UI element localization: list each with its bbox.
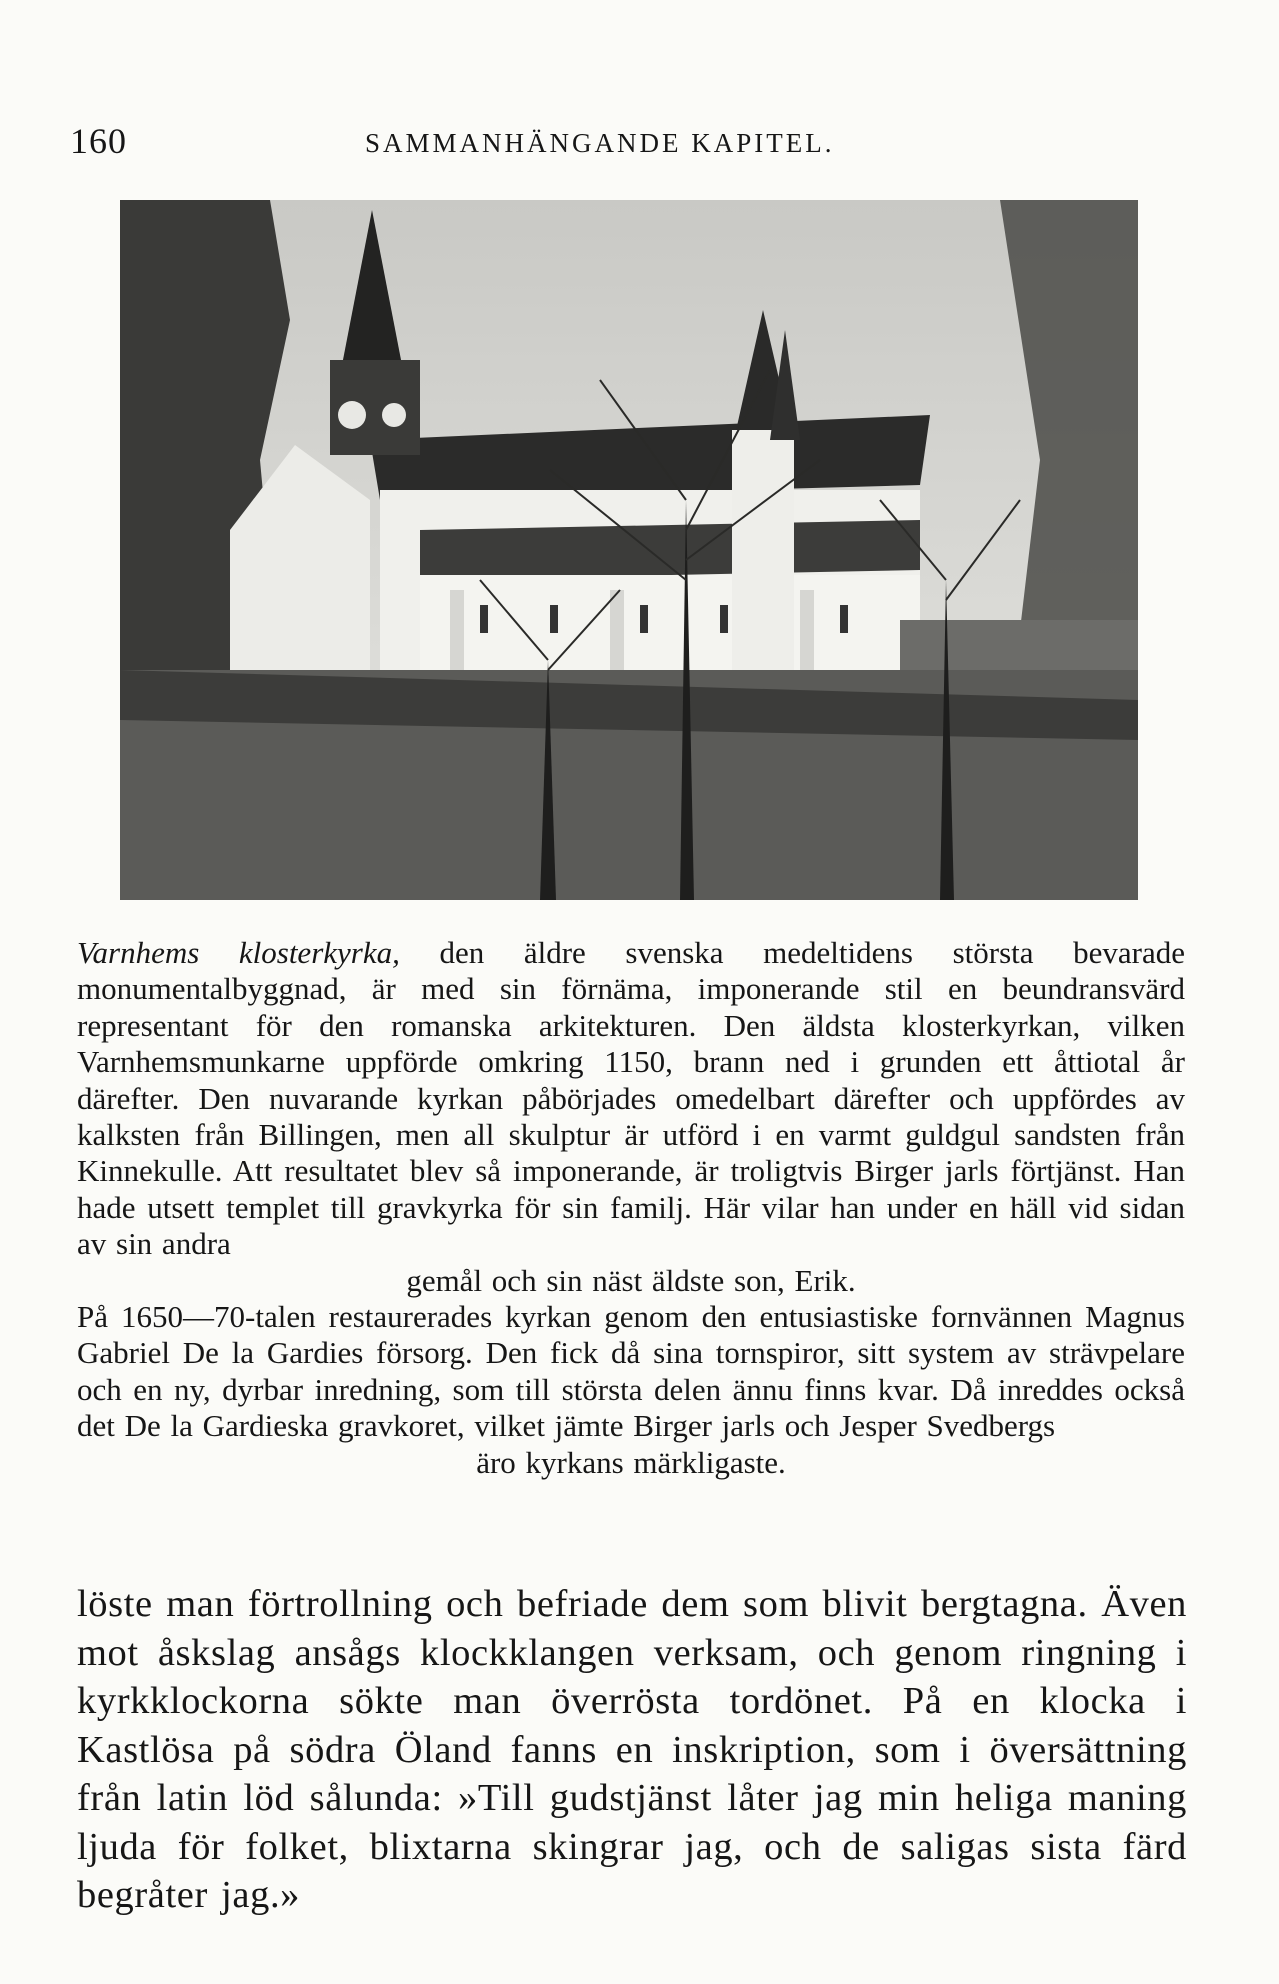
church-window <box>720 605 728 633</box>
church-photo <box>120 200 1138 900</box>
church-window <box>550 605 558 633</box>
body-text <box>77 1580 1187 1920</box>
tower-window <box>338 401 366 429</box>
east-tower <box>732 430 794 690</box>
caption-paragraph-2 <box>77 1299 1185 1481</box>
page-number: 160 <box>70 121 127 161</box>
church-window <box>480 605 488 633</box>
caption-text-2: På 1650—70-talen restaurerades kyrkan genom den entusiastiske fornvännen Magnus Gabriel De la Gardies försorg. Den fick då sina tornspiror, sitt system av strävpelare och en ny, dyrbar inredning, som till största delen ännu finns kvar. Då inreddes också det De la Gardieska gravkoret, vilket jämte Birger jarls och Jesper Svedbergs <box>77 1299 1185 1444</box>
tower-window <box>382 403 406 427</box>
aisle-roof <box>420 520 920 580</box>
church-window <box>840 605 848 633</box>
running-head: SAMMANHÄNGANDE KAPITEL. <box>365 128 835 158</box>
church-window <box>640 605 648 633</box>
caption-text: den äldre svenska medeltidens största bevarade monumentalbyggnad, är med sin förnäma, imponerande stil en beundransvärd representant för den romanska arkitekturen. Den äldsta klosterkyrkan, vilken Varnhemsmunkarne uppförde omkring 1150, brann ned i grunden ett åttiotal år därefter. Den nuvarande kyrkan påbörjades omedelbart därefter och uppfördes av kalksten från Billingen, men all skulptur är utförd i en varmt guldgul sandsten från Kinnekulle. Att resultatet blev så imponerande, är troligtvis Birger jarls förtjänst. Han hade utsett templet till gravkyrka för sin familj. Här vilar han under en häll vid sidan av sin andra <box>77 935 1185 1262</box>
photo-caption <box>77 935 1185 1481</box>
church-photo-illustration <box>120 200 1138 900</box>
caption-lead: Varnhems klosterkyrka, <box>77 935 400 970</box>
caption-last-line-2: äro kyrkans märkligaste. <box>476 1444 786 1480</box>
caption-last-line: gemål och sin näst äldste son, Erik. <box>406 1262 856 1298</box>
caption-paragraph-1 <box>77 935 1185 1299</box>
body-paragraph: löste man förtrollning och befriade dem som blivit bergtagna. Även mot åskslag ansågs klockklangen verksam, och genom ringning i kyrkklockorna sökte man överrösta tordönet. På en klocka i Kastlösa på södra Öland fanns en inskription, som i översättning från latin löd sålunda: »Till gudstjänst låter jag min heliga maning ljuda för folket, blixtarna skingrar jag, och de saligas sista färd begråter jag.» <box>77 1583 1187 1916</box>
